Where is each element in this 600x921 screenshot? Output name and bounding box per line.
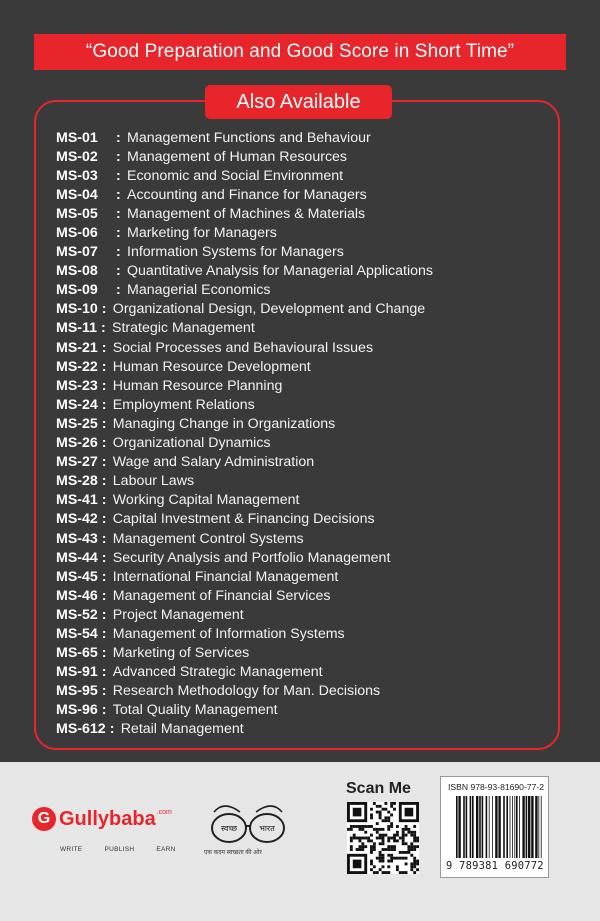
course-separator: : [116, 129, 121, 146]
course-item [56, 624, 556, 643]
course-separator: : [116, 225, 121, 242]
course-title: Total Quality Management [112, 702, 278, 719]
course-separator: : [101, 511, 107, 528]
course-title: Information Systems for Managers [127, 244, 344, 261]
course-separator: : [116, 263, 121, 280]
course-code: MS-26 [56, 435, 98, 452]
course-separator: : [101, 683, 107, 700]
course-item [56, 720, 556, 739]
course-separator: : [116, 167, 121, 184]
course-code: MS-05 [56, 205, 98, 222]
course-title: Management of Financial Services [112, 587, 331, 604]
course-item [56, 319, 556, 338]
swachh-right-text: भारत [259, 824, 275, 833]
tag-publish: PUBLISH [104, 846, 135, 853]
gullybaba-logo [32, 807, 172, 831]
course-code: MS-96 [56, 702, 98, 719]
course-separator: : [101, 587, 107, 604]
course-title: Project Management [112, 606, 244, 623]
course-item [56, 472, 556, 491]
course-item [56, 376, 556, 395]
course-code: MS-65 [56, 645, 98, 662]
course-item [56, 166, 556, 185]
course-separator: : [101, 396, 107, 413]
barcode-number: 9 789381 690772 [446, 860, 544, 872]
course-code: MS-07 [56, 244, 98, 261]
course-item [56, 243, 556, 262]
course-separator: : [101, 435, 107, 452]
course-separator: : [116, 148, 121, 165]
course-title: Quantitative Analysis for Managerial Applications [127, 263, 433, 280]
course-code: MS-52 [56, 606, 98, 623]
course-separator: : [101, 415, 107, 432]
course-separator: : [116, 186, 121, 203]
course-separator: : [101, 492, 107, 509]
course-code: MS-09 [56, 282, 98, 299]
course-item [56, 185, 556, 204]
course-separator: : [101, 320, 106, 337]
course-code: MS-10 [56, 301, 98, 318]
course-item [56, 147, 556, 166]
course-separator: : [101, 568, 107, 585]
course-separator: : [101, 358, 107, 375]
course-title: Wage and Salary Administration [112, 454, 315, 471]
course-item [56, 128, 556, 147]
gullybaba-suffix: .com [156, 809, 172, 816]
course-title: Marketing for Managers [127, 225, 277, 242]
course-code: MS-01 [56, 129, 98, 146]
course-separator: : [116, 282, 121, 299]
course-separator: : [109, 721, 115, 738]
course-code: MS-04 [56, 186, 98, 203]
qr-code-icon[interactable] [347, 802, 419, 874]
course-separator: : [101, 530, 107, 547]
course-title: Management of Information Systems [112, 625, 345, 642]
footer [0, 762, 600, 921]
course-list [56, 128, 556, 739]
course-title: Research Methodology for Man. Decisions [112, 683, 381, 700]
course-code: MS-03 [56, 167, 98, 184]
course-item [56, 453, 556, 472]
course-title: Managing Change in Organizations [112, 415, 336, 432]
course-title: Management Functions and Behaviour [127, 129, 371, 146]
course-code: MS-24 [56, 396, 98, 413]
course-item [56, 395, 556, 414]
course-item [56, 300, 556, 319]
course-separator: : [101, 454, 107, 471]
tag-earn: EARN [156, 846, 176, 853]
course-title: Management of Human Resources [127, 148, 348, 165]
course-item [56, 434, 556, 453]
course-title: Social Processes and Behavioural Issues [112, 339, 374, 356]
course-item [56, 510, 556, 529]
tagline-text: “Good Preparation and Good Score in Short Time” [85, 41, 515, 62]
course-code: MS-91 [56, 664, 98, 681]
course-title: Advanced Strategic Management [112, 664, 323, 681]
course-code: MS-11 [56, 320, 98, 337]
course-item [56, 491, 556, 510]
course-item [56, 529, 556, 548]
course-title: Labour Laws [112, 473, 195, 490]
course-item [56, 338, 556, 357]
course-separator: : [101, 339, 107, 356]
course-separator: : [101, 301, 107, 318]
course-item [56, 605, 556, 624]
course-separator: : [101, 549, 107, 566]
course-code: MS-02 [56, 148, 98, 165]
gullybaba-mark-icon: G [32, 807, 56, 831]
tag-write: WRITE [60, 846, 83, 853]
course-item [56, 644, 556, 663]
course-item [56, 204, 556, 223]
course-code: MS-08 [56, 263, 98, 280]
course-title: Capital Investment & Financing Decisions [112, 511, 375, 528]
course-separator: : [116, 205, 121, 222]
course-code: MS-25 [56, 415, 98, 432]
course-code: MS-41 [56, 492, 98, 509]
course-item [56, 281, 556, 300]
course-code: MS-42 [56, 511, 98, 528]
course-code: MS-27 [56, 454, 98, 471]
course-title: Accounting and Finance for Managers [127, 186, 367, 203]
course-code: MS-612 [56, 721, 106, 738]
swachh-tagline: एक कदम स्वच्छता की ओर [204, 850, 262, 856]
course-title: Human Resource Development [112, 358, 311, 375]
course-item [56, 223, 556, 242]
course-separator: : [101, 606, 107, 623]
course-separator: : [116, 244, 121, 261]
course-title: International Financial Management [112, 568, 339, 585]
course-title: Strategic Management [112, 320, 255, 337]
course-title: Managerial Economics [127, 282, 271, 299]
course-item [56, 414, 556, 433]
course-item [56, 663, 556, 682]
course-item [56, 548, 556, 567]
course-item [56, 701, 556, 720]
course-title: Retail Management [120, 721, 244, 738]
course-code: MS-45 [56, 568, 98, 585]
course-separator: : [101, 645, 107, 662]
isbn-text: ISBN 978-93-81690-77-2 [448, 782, 545, 792]
also-available-heading: Also Available [205, 85, 392, 119]
gullybaba-tags [60, 846, 176, 853]
course-title: Management Control Systems [112, 530, 304, 547]
course-title: Organizational Dynamics [112, 435, 271, 452]
course-code: MS-95 [56, 683, 98, 700]
course-title: Working Capital Management [112, 492, 300, 509]
course-title: Employment Relations [112, 396, 255, 413]
course-title: Marketing of Services [112, 645, 250, 662]
course-code: MS-06 [56, 225, 98, 242]
barcode-icon [456, 796, 542, 858]
gullybaba-name: Gullybaba [59, 807, 156, 830]
course-code: MS-23 [56, 377, 98, 394]
course-item [56, 357, 556, 376]
course-code: MS-46 [56, 587, 98, 604]
course-code: MS-28 [56, 473, 98, 490]
scan-me-label: Scan Me [346, 780, 411, 797]
course-separator: : [101, 473, 107, 490]
course-code: MS-54 [56, 625, 98, 642]
course-title: Security Analysis and Portfolio Management [112, 549, 391, 566]
course-title: Human Resource Planning [112, 377, 283, 394]
course-code: MS-21 [56, 339, 98, 356]
course-item [56, 567, 556, 586]
course-separator: : [101, 625, 107, 642]
course-code: MS-44 [56, 549, 98, 566]
course-item [56, 682, 556, 701]
course-title: Economic and Social Environment [127, 167, 344, 184]
course-code: MS-22 [56, 358, 98, 375]
course-title: Organizational Design, Development and Change [112, 301, 426, 318]
course-item [56, 262, 556, 281]
course-code: MS-43 [56, 530, 98, 547]
tagline-banner [34, 34, 566, 70]
course-item [56, 586, 556, 605]
course-separator: : [101, 664, 107, 681]
swachh-left-text: स्वच्छ [220, 824, 238, 833]
course-separator: : [101, 702, 107, 719]
course-title: Management of Machines & Materials [127, 205, 366, 222]
course-separator: : [101, 377, 107, 394]
